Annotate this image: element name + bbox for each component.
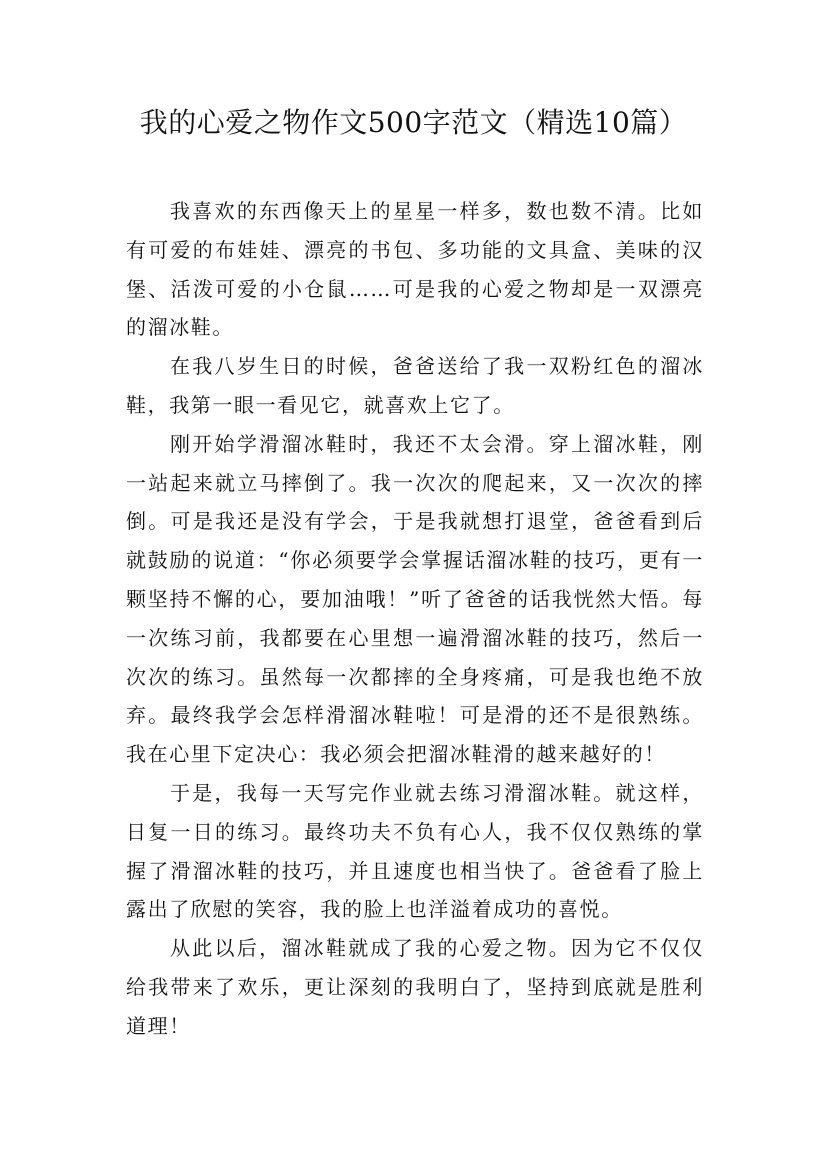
- paragraph-3: 刚开始学滑溜冰鞋时，我还不太会滑。穿上溜冰鞋，刚一站起来就立马摔倒了。我一次次的爬起来，又一次次的摔倒。可是我还是没有学会，于是我就想打退堂，爸爸看到后就鼓励的说道：“你必须要学会掌握话溜冰鞋的技巧，更有一颗坚持不懈的心，要加油哦！”听了爸爸的话我恍然大悟。每一次练习前，我都要在心里想一遍滑溜冰鞋的技巧，然后一次次的练习。虽然每一次都摔的全身疼痛，可是我也绝不放弃。最终我学会怎样滑溜冰鞋啦！可是滑的还不是很熟练。我在心里下定决心：我必须会把溜冰鞋滑的越来越好的！: [126, 431, 704, 767]
- paragraph-1: 我喜欢的东西像天上的星星一样多，数也数不清。比如有可爱的布娃娃、漂亮的书包、多功能的文具盒、美味的汉堡、活泼可爱的小仓鼠……可是我的心爱之物却是一双漂亮的溜冰鞋。: [126, 199, 704, 340]
- paragraph-2: 在我八岁生日的时候，爸爸送给了我一双粉红色的溜冰鞋，我第一眼一看见它，就喜欢上它了。: [126, 354, 704, 417]
- document-body: [126, 192, 704, 1046]
- document-title: 我的心爱之物作文500字范文（精选10篇）: [139, 106, 688, 139]
- paragraph-4: 于是，我每一天写完作业就去练习滑溜冰鞋。就这样，日复一日的练习。最终功夫不负有心人，我不仅仅熟练的掌握了滑溜冰鞋的技巧，并且速度也相当快了。爸爸看了脸上露出了欣慰的笑容，我的脸上也洋溢着成功的喜悦。: [126, 780, 704, 922]
- paragraph-5: 从此以后，溜冰鞋就成了我的心爱之物。因为它不仅仅给我带来了欢乐，更让深刻的我明白了，坚持到底就是胜利道理！: [126, 936, 704, 1038]
